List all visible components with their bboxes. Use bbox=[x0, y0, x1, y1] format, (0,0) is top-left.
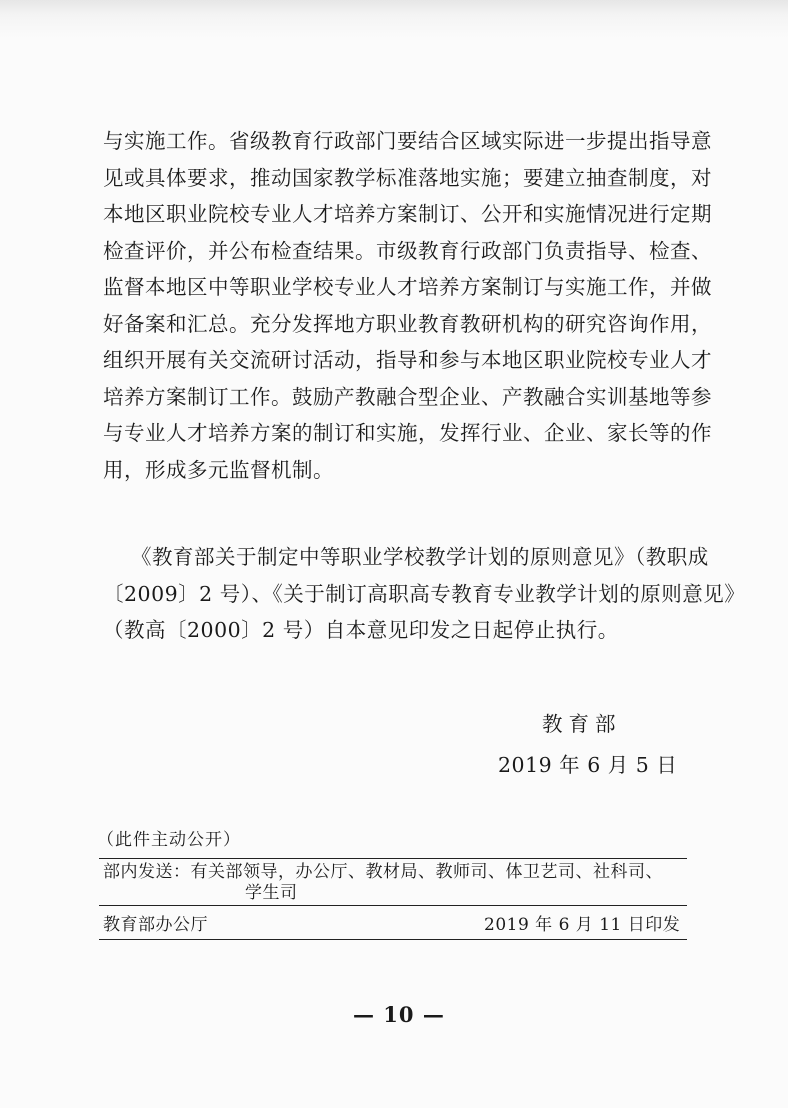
issuer-name: 教育部 bbox=[542, 712, 622, 736]
paragraph-line: 〔2009〕2 号）、《关于制订高职高专教育专业教学计划的原则意见》 bbox=[103, 581, 746, 606]
paragraph-line: 好备案和汇总。充分发挥地方职业教育教研机构的研究咨询作用， bbox=[103, 311, 712, 336]
footer-rule-bottom bbox=[99, 939, 687, 940]
paragraph-line: 见或具体要求，推动国家教学标准落地实施；要建立抽查制度，对 bbox=[103, 165, 712, 190]
public-disclosure-note: （此件主动公开） bbox=[97, 830, 241, 850]
footer-rule-top bbox=[99, 858, 687, 859]
body-paragraph-2 bbox=[103, 539, 746, 649]
paragraph-line: （教高〔2000〕2 号）自本意见印发之日起停止执行。 bbox=[103, 618, 619, 642]
paragraph-line: 与实施工作。省级教育行政部门要结合区域实际进一步提出指导意 bbox=[103, 129, 712, 153]
distribution-list bbox=[103, 862, 688, 904]
footer-rule-middle bbox=[99, 905, 687, 906]
issue-date: 2019 年 6 月 5 日 bbox=[498, 753, 678, 777]
paragraph-line: 本地区职业院校专业人才培养方案制订、公开和实施情况进行定期 bbox=[103, 202, 712, 226]
paragraph-line: 《教育部关于制定中等职业学校教学计划的原则意见》（教职成 bbox=[131, 545, 709, 569]
paragraph-line: 检查评价，并公布检查结果。市级教育行政部门负责指导、检查、 bbox=[103, 238, 712, 263]
scan-edge-shadow bbox=[0, 0, 788, 38]
distribution-line: 部内发送：有关部领导，办公厅、教材局、教师司、体卫艺司、社科司、 bbox=[103, 862, 663, 882]
page-number: — 10 — bbox=[353, 1002, 445, 1027]
paragraph-line: 监督本地区中等职业学校专业人才培养方案制订与实施工作，并做 bbox=[103, 275, 712, 299]
print-date: 2019 年 6 月 11 日印发 bbox=[484, 915, 681, 935]
distribution-line: 学生司 bbox=[245, 883, 298, 903]
paragraph-line: 与专业人才培养方案的制订和实施，发挥行业、企业、家长等的作 bbox=[103, 421, 712, 445]
paragraph-line: 用，形成多元监督机制。 bbox=[103, 457, 334, 482]
paragraph-line: 培养方案制订工作。鼓励产教融合型企业、产教融合实训基地等参 bbox=[103, 384, 712, 409]
body-paragraph-1 bbox=[103, 123, 712, 488]
printing-office: 教育部办公厅 bbox=[103, 915, 208, 935]
paragraph-line: 组织开展有关交流研讨活动，指导和参与本地区职业院校专业人才 bbox=[103, 348, 712, 372]
